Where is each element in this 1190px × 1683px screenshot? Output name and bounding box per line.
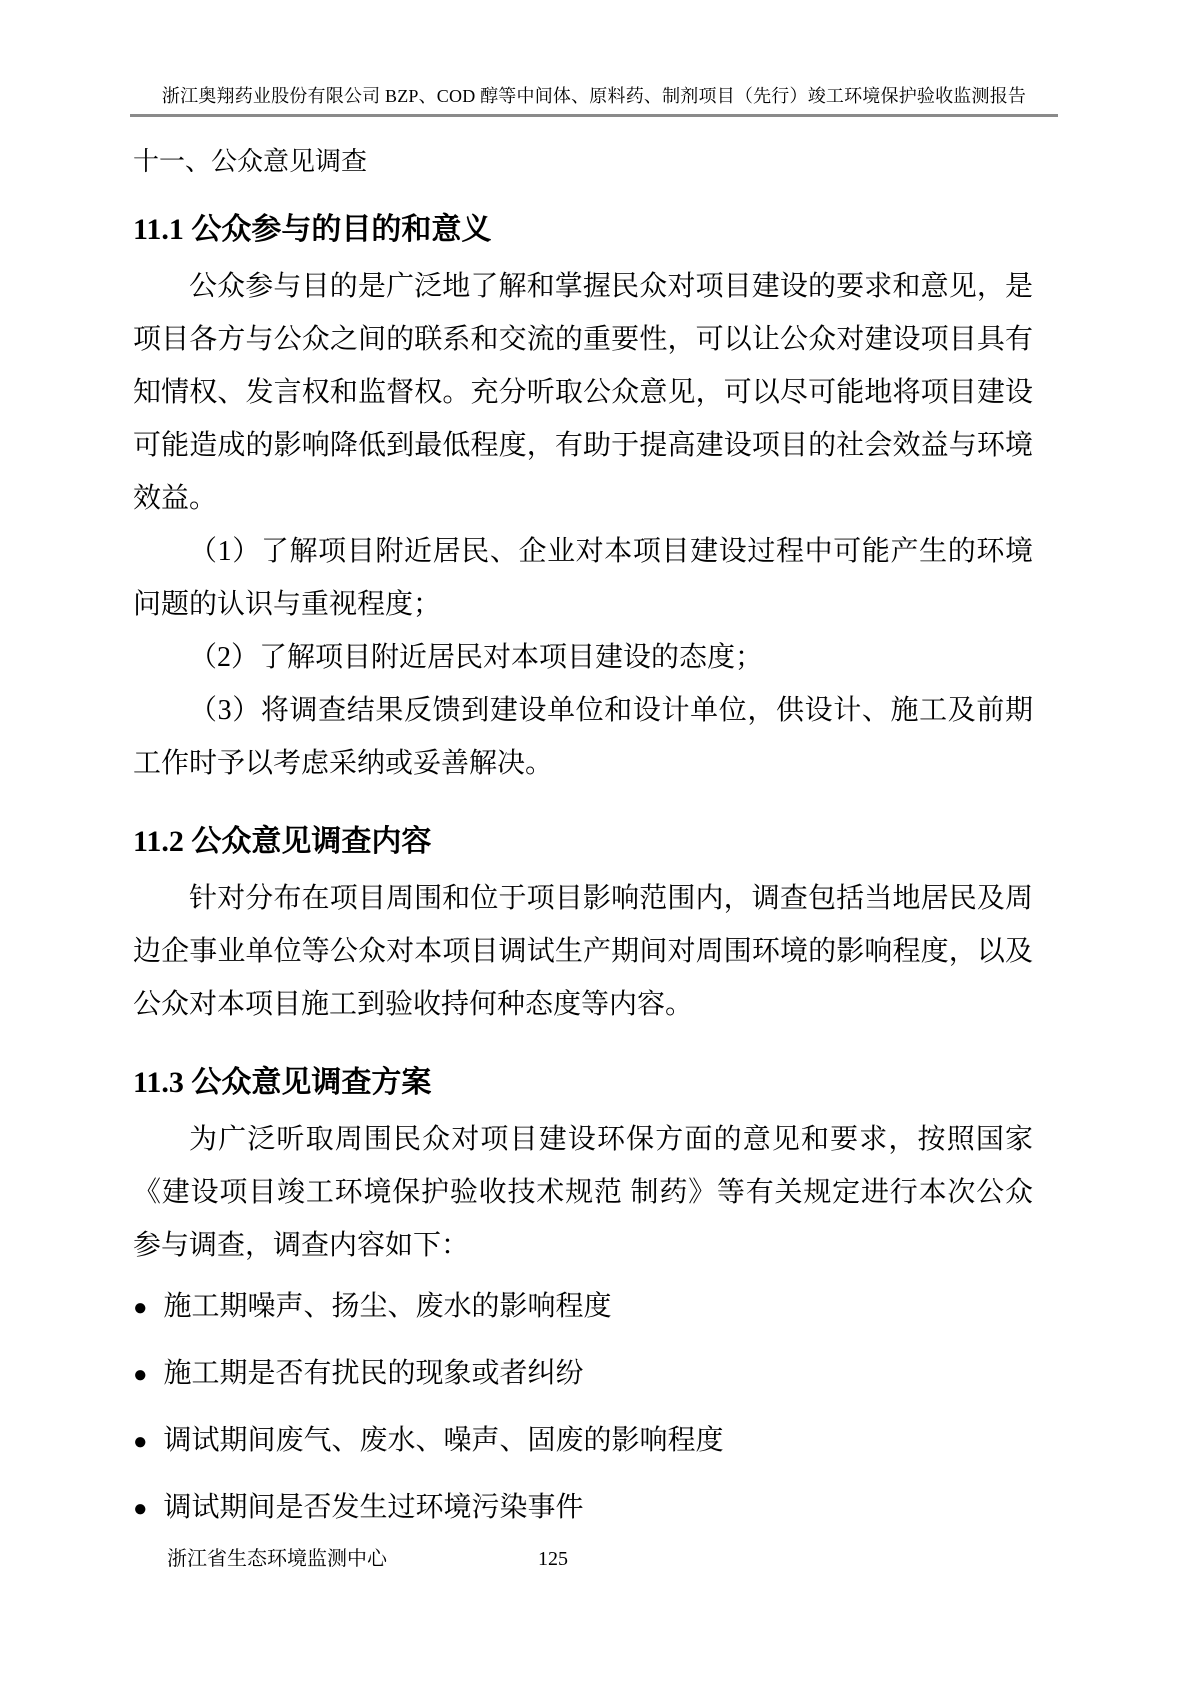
list-item: [133, 1420, 1033, 1463]
bullet-icon: ●: [133, 1429, 148, 1455]
chapter-title: 十一、公众意见调查: [133, 147, 368, 176]
list-item-text: 调试期间是否发生过环境污染事件: [163, 1492, 584, 1523]
page-header: [130, 84, 1058, 117]
list-item-text: 调试期间废气、废水、噪声、固废的影响程度: [163, 1425, 724, 1456]
bullet-icon: ●: [133, 1496, 148, 1522]
paragraph: 针对分布在项目周围和位于项目影响范围内，调查包括当地居民及周边企事业单位等公众对本项目调试生产期间对周围环境的影响程度，以及公众对本项目施工到验收持何种态度等内容。: [133, 883, 1033, 1020]
section-heading-11-3: 11.3 公众意见调查方案: [133, 1066, 432, 1099]
list-item: [133, 1353, 1033, 1396]
footer-organization: 浙江省生态环境监测中心: [167, 1548, 387, 1570]
paragraph: 为广泛听取周围民众对项目建设环保方面的意见和要求，按照国家《建设项目竣工环境保护验收技术规范 制药》等有关规定进行本次公众参与调查，调查内容如下：: [133, 1124, 1033, 1261]
survey-topics-list: [133, 1286, 1033, 1530]
bullet-icon: ●: [133, 1362, 148, 1388]
paragraph: （2）了解项目附近居民对本项目建设的态度；: [189, 642, 764, 673]
page-number: 125: [538, 1548, 568, 1570]
header-title: 浙江奥翔药业股份有限公司 BZP、COD 醇等中间体、原料药、制剂项目（先行）竣工环境保护验收监测报告: [161, 86, 1027, 106]
paragraph: 公众参与目的是广泛地了解和掌握民众对项目建设的要求和意见，是项目各方与公众之间的联系和交流的重要性，可以让公众对建设项目具有知情权、发言权和监督权。充分听取公众意见，可以尽可能地将项目建设可能造成的影响降低到最低程度，有助于提高建设项目的社会效益与环境效益。: [133, 271, 1033, 514]
page-footer: [0, 1546, 1190, 1576]
paragraph: （3）将调查结果反馈到建设单位和设计单位，供设计、施工及前期工作时予以考虑采纳或妥善解决。: [133, 695, 1033, 779]
section-heading-11-2: 11.2 公众意见调查内容: [133, 825, 432, 858]
list-item: [133, 1286, 1033, 1329]
paragraph: （1）了解项目附近居民、企业对本项目建设过程中可能产生的环境问题的认识与重视程度；: [133, 536, 1033, 620]
list-item: [133, 1487, 1033, 1530]
list-item-text: 施工期是否有扰民的现象或者纠纷: [163, 1358, 584, 1389]
section-heading-11-1: 11.1 公众参与的目的和意义: [133, 213, 492, 246]
page-content: [133, 146, 1033, 1554]
list-item-text: 施工期噪声、扬尘、废水的影响程度: [163, 1291, 612, 1322]
bullet-icon: ●: [133, 1295, 148, 1321]
